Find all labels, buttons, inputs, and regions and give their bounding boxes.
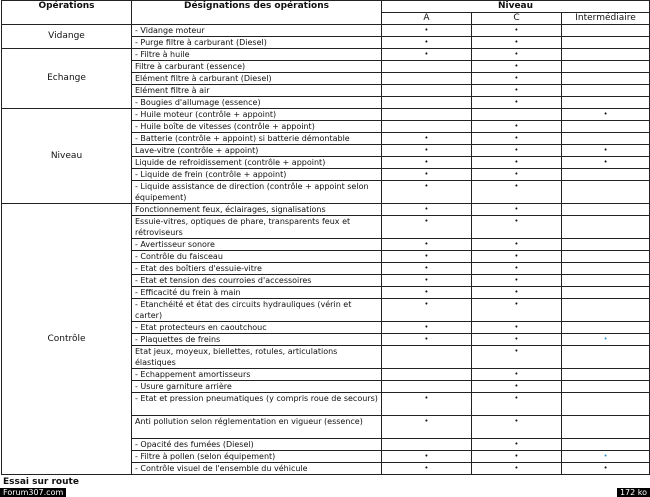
level-a-mark: • bbox=[382, 25, 472, 37]
level-c-mark: • bbox=[472, 346, 562, 369]
level-a-mark: • bbox=[382, 322, 472, 334]
level-c-mark: • bbox=[472, 287, 562, 299]
operation-designation: Lave-vitre (contrôle + appoint) bbox=[132, 145, 382, 157]
level-c-mark: • bbox=[472, 121, 562, 133]
level-c-mark: • bbox=[472, 61, 562, 73]
level-a-mark: • bbox=[382, 463, 472, 475]
level-c-mark: • bbox=[472, 381, 562, 393]
level-i-mark bbox=[562, 216, 650, 239]
level-a-mark bbox=[382, 73, 472, 85]
header-niveau: Niveau bbox=[382, 1, 650, 13]
level-a-mark bbox=[382, 439, 472, 451]
table-row bbox=[2, 204, 650, 216]
operation-designation: - Echappement amortisseurs bbox=[132, 369, 382, 381]
operation-designation: Liquide de refroidissement (contrôle + appoint) bbox=[132, 157, 382, 169]
level-a-mark: • bbox=[382, 334, 472, 346]
level-c-mark: • bbox=[472, 73, 562, 85]
level-a-mark bbox=[382, 85, 472, 97]
level-i-mark bbox=[562, 97, 650, 109]
operation-designation: - Etat et pression pneumatiques (y compris roue de secours) bbox=[132, 393, 382, 416]
level-a-mark: • bbox=[382, 216, 472, 239]
operation-designation: - Purge filtre à carburant (Diesel) bbox=[132, 37, 382, 49]
operation-designation: - Filtre à pollen (selon équipement) bbox=[132, 451, 382, 463]
level-c-mark: • bbox=[472, 157, 562, 169]
level-c-mark: • bbox=[472, 439, 562, 451]
level-i-mark bbox=[562, 263, 650, 275]
level-a-mark: • bbox=[382, 204, 472, 216]
operation-designation: - Avertisseur sonore bbox=[132, 239, 382, 251]
level-a-mark bbox=[382, 381, 472, 393]
level-a-mark bbox=[382, 346, 472, 369]
level-i-mark bbox=[562, 49, 650, 61]
level-a-mark bbox=[382, 61, 472, 73]
table-row bbox=[2, 49, 650, 61]
level-i-mark bbox=[562, 346, 650, 369]
header-operations: Opérations bbox=[2, 1, 132, 25]
level-a-mark bbox=[382, 369, 472, 381]
level-i-mark bbox=[562, 381, 650, 393]
level-i-mark bbox=[562, 121, 650, 133]
level-i-mark bbox=[562, 85, 650, 97]
level-c-mark: • bbox=[472, 463, 562, 475]
operation-designation: - Bougies d'allumage (essence) bbox=[132, 97, 382, 109]
operation-designation: - Huile boîte de vitesses (contrôle + appoint) bbox=[132, 121, 382, 133]
operation-designation: - Vidange moteur bbox=[132, 25, 382, 37]
category-controle: Contrôle bbox=[2, 204, 132, 475]
category-vidange: Vidange bbox=[2, 25, 132, 49]
operation-designation: - Etanchéité et état des circuits hydrauliques (vérin et carter) bbox=[132, 299, 382, 322]
category-niveau: Niveau bbox=[2, 109, 132, 204]
operation-designation: - Contrôle du faisceau bbox=[132, 251, 382, 263]
level-c-mark: • bbox=[472, 145, 562, 157]
level-c-mark: • bbox=[472, 263, 562, 275]
category-essai-sur-route: Essai sur route bbox=[3, 477, 79, 487]
level-i-mark bbox=[562, 37, 650, 49]
level-a-mark: • bbox=[382, 37, 472, 49]
operation-designation: - Liquide assistance de direction (contrôle + appoint selon équipement) bbox=[132, 181, 382, 204]
operation-designation: Fonctionnement feux, éclairages, signalisations bbox=[132, 204, 382, 216]
level-a-mark: • bbox=[382, 181, 472, 204]
level-c-mark: • bbox=[472, 451, 562, 463]
operation-designation: - Contrôle visuel de l'ensemble du véhicule bbox=[132, 463, 382, 475]
level-a-mark bbox=[382, 109, 472, 121]
operation-designation: Etat jeux, moyeux, biellettes, rotules, articulations élastiques bbox=[132, 346, 382, 369]
operation-designation: - Filtre à huile bbox=[132, 49, 382, 61]
level-a-mark: • bbox=[382, 49, 472, 61]
level-i-mark bbox=[562, 322, 650, 334]
level-a-mark: • bbox=[382, 133, 472, 145]
level-c-mark: • bbox=[472, 216, 562, 239]
category-echange: Echange bbox=[2, 49, 132, 109]
level-c-mark: • bbox=[472, 322, 562, 334]
operation-designation: - Plaquettes de freins bbox=[132, 334, 382, 346]
level-c-mark: • bbox=[472, 275, 562, 287]
level-i-mark bbox=[562, 73, 650, 85]
table-row bbox=[2, 25, 650, 37]
operation-designation: Anti pollution selon réglementation en vigueur (essence) bbox=[132, 416, 382, 439]
level-c-mark: • bbox=[472, 49, 562, 61]
level-a-mark: • bbox=[382, 251, 472, 263]
level-c-mark: • bbox=[472, 37, 562, 49]
level-c-mark: • bbox=[472, 251, 562, 263]
level-a-mark: • bbox=[382, 275, 472, 287]
table-row bbox=[2, 109, 650, 121]
footer-size: 172 ko bbox=[617, 488, 650, 497]
operation-designation: Filtre à carburant (essence) bbox=[132, 61, 382, 73]
level-a-mark: • bbox=[382, 393, 472, 416]
level-c-mark: • bbox=[472, 133, 562, 145]
level-c-mark: • bbox=[472, 416, 562, 439]
level-c-mark bbox=[472, 109, 562, 121]
operation-designation: Elément filtre à carburant (Diesel) bbox=[132, 73, 382, 85]
level-i-mark bbox=[562, 369, 650, 381]
operation-designation: - Etat et tension des courroies d'accessoires bbox=[132, 275, 382, 287]
operation-designation: - Opacité des fumées (Diesel) bbox=[132, 439, 382, 451]
level-i-mark bbox=[562, 204, 650, 216]
level-a-mark bbox=[382, 121, 472, 133]
level-a-mark: • bbox=[382, 416, 472, 439]
level-c-mark: • bbox=[472, 204, 562, 216]
level-i-mark bbox=[562, 25, 650, 37]
level-c-mark: • bbox=[472, 169, 562, 181]
level-i-mark bbox=[562, 251, 650, 263]
level-c-mark: • bbox=[472, 393, 562, 416]
level-i-mark bbox=[562, 439, 650, 451]
header-a: A bbox=[382, 13, 472, 25]
level-c-mark: • bbox=[472, 97, 562, 109]
level-i-mark bbox=[562, 275, 650, 287]
header-c: C bbox=[472, 13, 562, 25]
level-a-mark bbox=[382, 97, 472, 109]
level-i-mark bbox=[562, 416, 650, 439]
level-a-mark: • bbox=[382, 145, 472, 157]
level-i-mark bbox=[562, 393, 650, 416]
level-i-mark: • bbox=[562, 463, 650, 475]
operation-designation: - Etat des boîtiers d'essuie-vitre bbox=[132, 263, 382, 275]
maintenance-table bbox=[1, 0, 650, 475]
level-c-mark: • bbox=[472, 334, 562, 346]
footer-site: Forum307.com bbox=[0, 488, 66, 497]
level-a-mark: • bbox=[382, 169, 472, 181]
level-i-mark bbox=[562, 287, 650, 299]
operation-designation: Elément filtre à air bbox=[132, 85, 382, 97]
header-designations: Désignations des opérations bbox=[132, 1, 382, 25]
header-intermediaire: Intermédiaire bbox=[562, 13, 650, 25]
operation-designation: - Huile moteur (contrôle + appoint) bbox=[132, 109, 382, 121]
level-i-mark: • bbox=[562, 145, 650, 157]
level-a-mark: • bbox=[382, 263, 472, 275]
operation-designation: - Batterie (contrôle + appoint) si batterie démontable bbox=[132, 133, 382, 145]
level-i-mark bbox=[562, 133, 650, 145]
level-i-mark: • bbox=[562, 109, 650, 121]
level-i-mark bbox=[562, 61, 650, 73]
level-i-mark: • bbox=[562, 334, 650, 346]
level-a-mark: • bbox=[382, 451, 472, 463]
level-a-mark: • bbox=[382, 239, 472, 251]
level-i-mark bbox=[562, 181, 650, 204]
level-a-mark: • bbox=[382, 299, 472, 322]
level-i-mark: • bbox=[562, 451, 650, 463]
level-c-mark: • bbox=[472, 239, 562, 251]
level-i-mark: • bbox=[562, 157, 650, 169]
operation-designation: - Liquide de frein (contrôle + appoint) bbox=[132, 169, 382, 181]
level-c-mark: • bbox=[472, 85, 562, 97]
level-i-mark bbox=[562, 299, 650, 322]
level-c-mark: • bbox=[472, 181, 562, 204]
operation-designation: - Etat protecteurs en caoutchouc bbox=[132, 322, 382, 334]
level-c-mark: • bbox=[472, 299, 562, 322]
level-i-mark bbox=[562, 239, 650, 251]
level-a-mark: • bbox=[382, 157, 472, 169]
operation-designation: - Usure garniture arrière bbox=[132, 381, 382, 393]
operation-designation: - Efficacité du frein à main bbox=[132, 287, 382, 299]
level-c-mark: • bbox=[472, 369, 562, 381]
level-i-mark bbox=[562, 169, 650, 181]
level-c-mark: • bbox=[472, 25, 562, 37]
operation-designation: Essuie-vitres, optiques de phare, transparents feux et rétroviseurs bbox=[132, 216, 382, 239]
level-a-mark: • bbox=[382, 287, 472, 299]
